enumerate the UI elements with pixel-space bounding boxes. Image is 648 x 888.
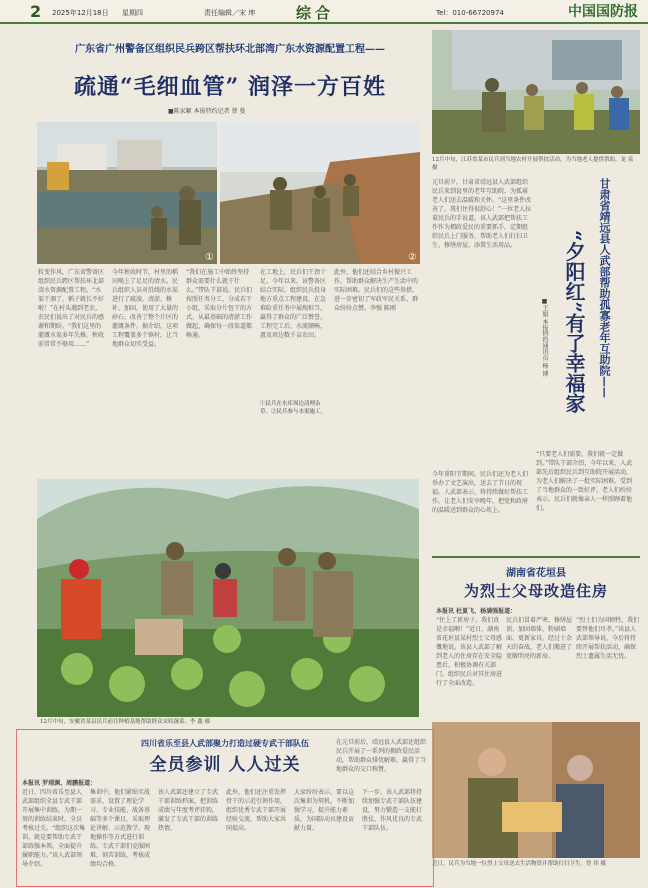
elderly-visit-caption: 近日，民兵为当地一位烈士父母送去生活物资并帮助打扫卫生。曾 伟 摄 xyxy=(432,861,606,867)
vertical-article-col-1: 元旦前夕，甘肃省靖远县人武部组织民兵来到县里的老年互助院，为孤寡老人们送去温暖和关怀。“这里条件改善了，我们住得很舒心！”一位老人拉着民兵的手说道。该人武部把帮扶工作作为拥政爱民的重要抓手，定期组织民兵上门服务，帮助老人们打扫卫生、修缮房屋、添置生活用品。 xyxy=(432,179,532,249)
hunan-article-col-3: “烈士们为国牺牲，我们要替他们尽孝。”该县人武部领导说，今后将持续开展帮扶活动，确保烈士遗属生活无忧。 xyxy=(576,617,640,660)
sichuan-article-kicker: 四川省乐至县人武部聚力打造过硬专武干部队伍 xyxy=(141,738,309,748)
harvest-photo-caption: 12月中旬，安徽省某县民兵前往种植基地帮助群众采收蔬菜。李 鑫 摄 xyxy=(40,719,210,725)
issue-date: 2025年12月18日 xyxy=(52,9,109,17)
page-editor: 责任编辑／宋 坤 xyxy=(204,9,256,17)
construction-photo-2 xyxy=(220,122,420,264)
section-title: 综合 xyxy=(296,4,335,22)
top-article-col-5: 此外，他们还结合乡村振兴工作，帮助群众解决生产生活中的实际困难。民兵们的这些举措，进一步密切了军政军民关系，群众纷纷点赞。李强 陈刚 xyxy=(334,269,419,312)
top-article-kicker: 广东省广州警备区组织民兵跨区帮扶环北部湾广东水资源配置工程—— xyxy=(75,44,385,55)
hunan-article-col-2: 民兵们冒着严寒，修缮屋顶、加固墙体、粉刷墙面、更新家具，经过十余天的奋战，老人们搬进了宽敞明亮的新房。 xyxy=(506,617,572,660)
top-article-col-3: “我们在施工中始终坚持群众需要什么就干什么。”带队干部说。民兵们按照任务分工，分成若干小组，采取分片包干的方式，从最基础的清淤工作做起，确保每一段渠道都畅通。 xyxy=(186,269,253,339)
hunan-article-kicker: 湖南省花垣县 xyxy=(506,568,566,579)
vertical-article-bottom-col-1: 在元旦前后，靖远县人武部还组织民兵开展了一系列的拥政爱民活动，帮助群众排忧解难，赢得了当地群众的交口称赞。 xyxy=(336,739,426,773)
sichuan-article-col-6: 下一步，该人武部将持续加强专武干部队伍建设，努力锻造一支能打胜仗、作风优良的专武干部队伍。 xyxy=(362,789,423,832)
harvest-photo xyxy=(37,479,419,717)
sichuan-article-title: 全员参训 人人过关 xyxy=(149,755,301,775)
sichuan-article-col-5: 大家纷纷表示，要以这次集训为契机，不断加强学习，提升能力素质，为国防动员建设贡献力量。 xyxy=(294,789,355,832)
sichuan-article-byline: 本报讯 罗靖渊、周鹏报道： xyxy=(22,780,97,787)
training-photo-caption: 12月中旬，江苏省某市民兵到当地农村开展帮扶活动，为当地老人提供帮助。龙 泉 摄 xyxy=(432,157,634,171)
hunan-article-title: 为烈士父母改造住房 xyxy=(463,582,608,600)
elderly-visit-photo xyxy=(432,722,640,858)
top-article-byline: ■陈家颖 本报特约记者 蔡 曼 xyxy=(168,108,246,115)
hunan-article-col-1: “住上了新房子，我们真是幸福啊！”近日，湖南省花垣县某村烈士父母感慨地说。该县人武部了解到老人的住房存在安全隐患后，积极协调有关部门，组织民兵对其住房进行了全面改造。 xyxy=(436,617,502,687)
construction-photo-1 xyxy=(37,122,217,264)
top-article-caption: ①民兵在水库周边清理杂草。②民兵参与水渠施工。 xyxy=(260,401,327,415)
vertical-article-byline: ■王娟 本报特约通讯员 杨 博 xyxy=(541,298,548,377)
vertical-article-title: “夕阳红”有了幸福家 xyxy=(562,230,586,414)
vertical-article-col-2: “只要老人们需要，我们就一定做到。”带队干部介绍，今年以来，人武部先后组织民兵到互助院开展活动，为老人们解决了一批实际困难，受到了当地群众的一致好评。老人们纷纷表示，民兵们就像亲人一样照顾着他们。 xyxy=(536,451,633,512)
hunan-article-byline: 本报讯 杜夏飞、杨满强报道： xyxy=(436,608,517,615)
sichuan-article-col-4: 此外，他们还注重发挥骨干的示范引领作用，组织优秀专武干部开展经验交流，帮助大家共同提高。 xyxy=(226,789,287,832)
sichuan-article-col-2: 集训中，他们紧贴实战需求，设置了理论学习、专业技能、战备基础等多个课目，采取理论讲解、示范教学、现地操作等方式进行训练。专武干部们克服困难，刻苦训练，考核成绩均合格。 xyxy=(90,789,151,868)
top-article-title: 疏通“毛细血管” 润泽一方百姓 xyxy=(74,74,386,100)
phone-number: Tel：010-66720974 xyxy=(436,9,504,17)
issue-weekday: 星期四 xyxy=(122,9,143,17)
sichuan-article-col-3: 该人武部还建立了专武干部训练档案，把训练成绩与年度考评挂钩，激发了专武干部的训练热情。 xyxy=(158,789,219,832)
top-article-col-4: 在工地上，民兵们干劲十足。今年以来，该警备区结合实际，组织民兵投身地方重点工程建设，在急难险重任务中展现担当，赢得了群众的广泛赞誉。工程完工后，水流顺畅，惠及周边数千亩农田。 xyxy=(260,269,327,339)
training-photo xyxy=(432,30,640,154)
vertical-article-col-3: 今年重阳节期间，民兵们还为老人们举办了文艺演出，送去了节日的祝福。人武部表示，将持续做好帮扶工作，让老人们安享晚年，把党和政府的温暖送到群众的心坎上。 xyxy=(432,471,529,514)
photo-2-label: ② xyxy=(408,252,417,263)
top-article-col-1: 转变作风，广东省警备区组织民兵跨区帮扶环北部湾水资源配置工程。“水渠干涸了，稻子就长不好啦！”在村头遇到老农，农民们说出了对民兵的感谢和期盼。“我们这里的灌溉水渠多年失修，秋收前常常不够用……” xyxy=(38,269,105,348)
page-number: 2 xyxy=(30,2,42,21)
masthead-logo: 中国国防报 xyxy=(568,4,638,20)
photo-1-label: ① xyxy=(205,252,214,263)
divider xyxy=(432,556,640,558)
vertical-article-kicker: 甘肃省靖远县人武部帮助孤寡老年互助院—— xyxy=(598,178,611,398)
top-article-col-2: 今年秋收时节，村里的稻田喝上了足足的清水。民兵组织人员对沿线的水渠进行了疏浚，清淤、修补、加固，使用了大量的砂石，改善了整个片区的灌溉条件。据介绍，这项工程覆盖多个镇村，让当地群众切实受益。 xyxy=(112,269,179,348)
sichuan-article-col-1: 近日，四川省乐至县人武部组织全县专武干部开展集中训练，为期一周的训练结束时，全员考核过关。“组织这次集训，就是要帮助专武干部练强本领，全面提升履职能力。”该人武部领导介绍。 xyxy=(22,789,86,868)
